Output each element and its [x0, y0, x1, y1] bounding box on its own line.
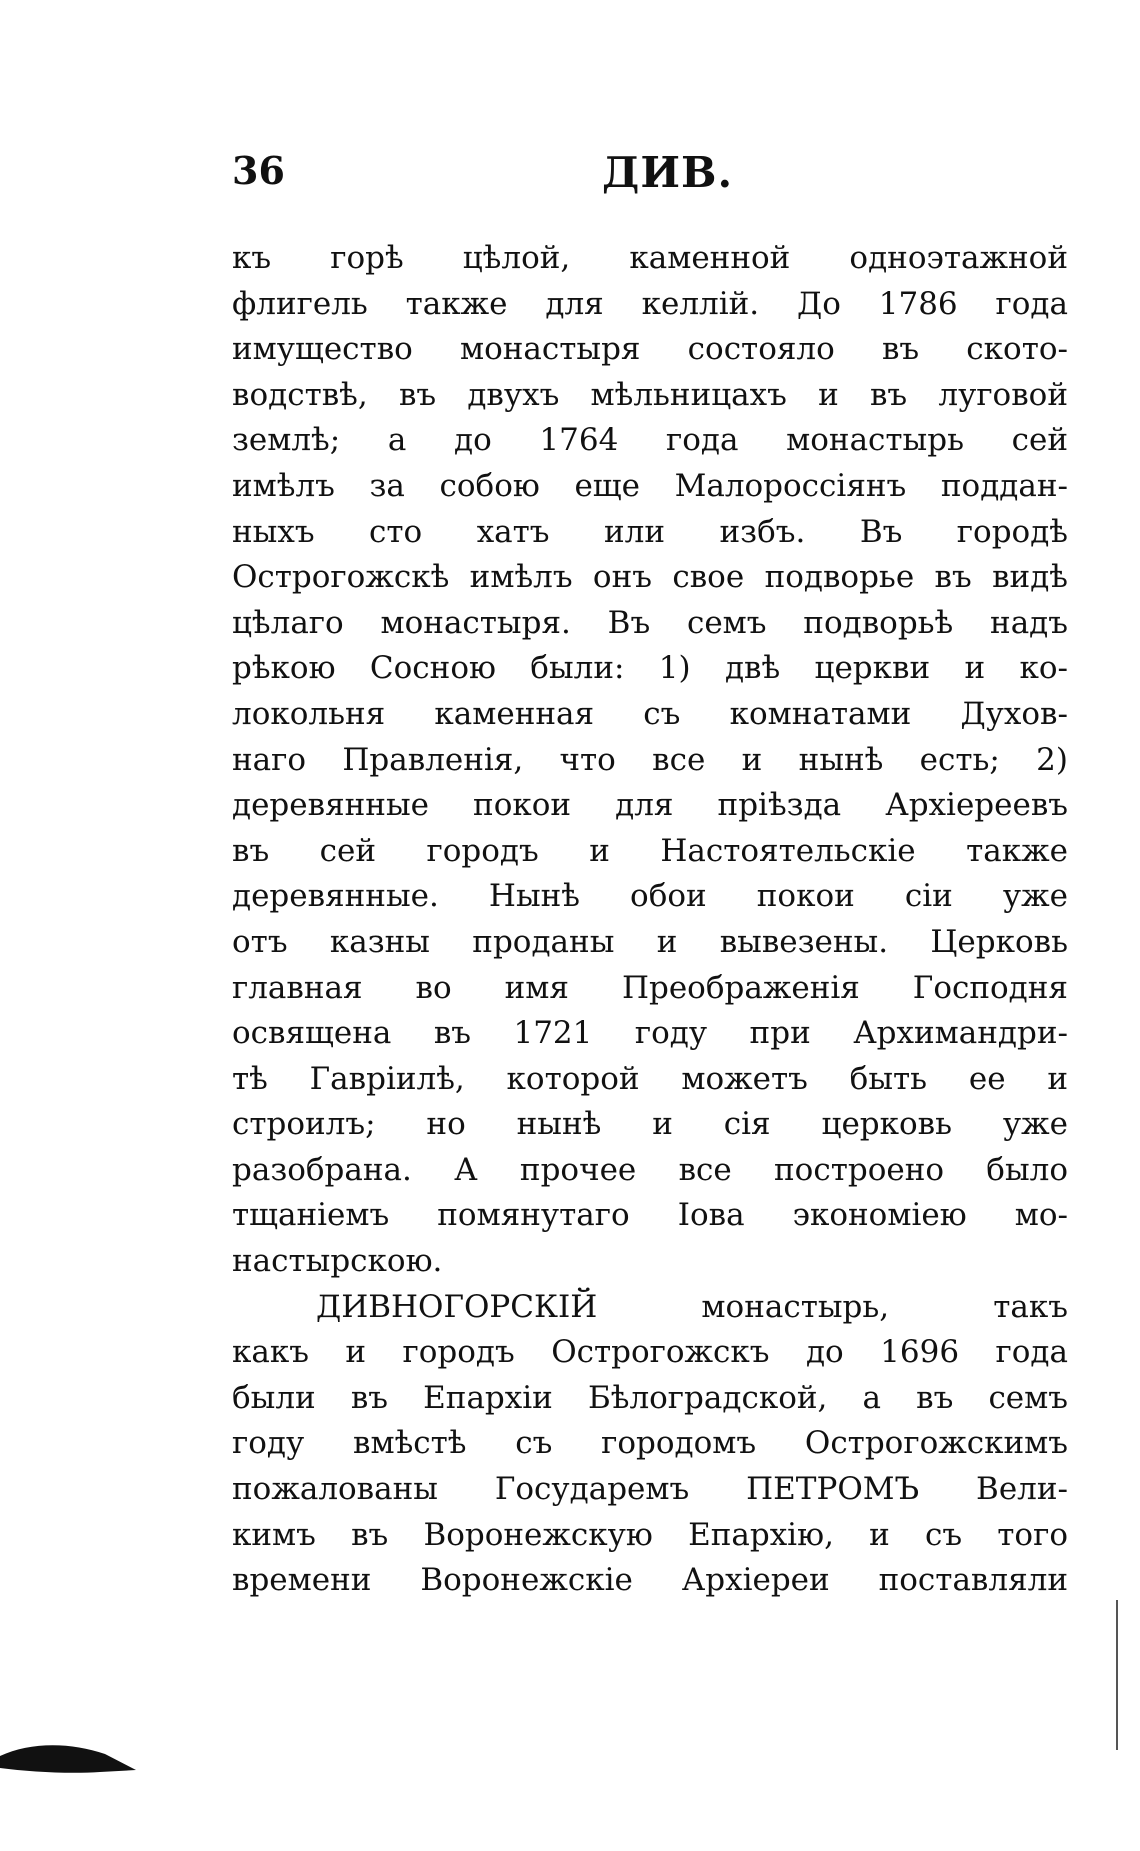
- text-line: освящена въ 1721 году при Архимандри-: [232, 1015, 1068, 1052]
- text-line: времени Воронежскіе Архіереи поставляли: [232, 1562, 1068, 1599]
- text-line: рѣкою Сосною были: 1) двѣ церкви и ко-: [232, 650, 1068, 687]
- page-header: [232, 148, 1072, 208]
- text-line: имѣлъ за собою еще Малороссіянъ поддан-: [232, 467, 1068, 504]
- page-number: 36: [232, 148, 285, 193]
- text-line: землѣ; а до 1764 года монастырь сей: [232, 422, 1068, 459]
- text-line: тщаніемъ помянутаго Іова экономіею мо-: [232, 1197, 1068, 1234]
- text-line: пожалованы Государемъ ПЕТРОМЪ Вели-: [232, 1471, 1068, 1508]
- text-line: деревянные. Нынѣ обои покои сіи уже: [232, 878, 1068, 915]
- text-line: водствѣ, въ двухъ мѣльницахъ и въ луговой: [232, 376, 1068, 413]
- text-line: Острогожскѣ имѣлъ онъ свое подворье въ видѣ: [232, 559, 1068, 596]
- text-line: главная во имя Преображенія Господня: [232, 969, 1068, 1006]
- ink-blot-mark: [0, 1728, 140, 1788]
- text-line: тѣ Гавріилѣ, которой можетъ быть ее и: [232, 1060, 1068, 1097]
- text-line: отъ казны проданы и вывезены. Церковь: [232, 923, 1068, 960]
- text-line: ДИВНОГОРСКІЙ монастырь, такъ: [316, 1288, 1068, 1325]
- text-line: къ горѣ цѣлой, каменной одноэтажной: [232, 240, 1068, 276]
- text-line: цѣлаго монастыря. Въ семъ подворьѣ надъ: [232, 604, 1068, 641]
- text-line: кимъ въ Воронежскую Епархію, и съ того: [232, 1516, 1068, 1553]
- text-line: ныхъ сто хатъ или избъ. Въ городѣ: [232, 513, 1068, 550]
- text-line: настырскою.: [232, 1243, 443, 1280]
- text-line: деревянные покои для пріѣзда Архіереевъ: [232, 787, 1068, 824]
- text-line: флигель также для келлій. До 1786 года: [232, 285, 1068, 322]
- page-edge-line: [1116, 1600, 1118, 1750]
- paragraph-2: [232, 1285, 1068, 1604]
- text-line: строилъ; но нынѣ и сія церковь уже: [232, 1106, 1068, 1143]
- text-line: были въ Епархіи Бѣлоградской, а въ семъ: [232, 1379, 1068, 1416]
- text-line: имущество монастыря состояло въ ското-: [232, 331, 1068, 368]
- paragraph-1: [232, 236, 1068, 1285]
- running-head: ДИВ.: [602, 148, 734, 197]
- text-line: году вмѣстѣ съ городомъ Острогожскимъ: [232, 1425, 1068, 1462]
- text-line: наго Правленія, что все и нынѣ есть; 2): [232, 741, 1068, 778]
- text-line: разобрана. А прочее все построено было: [232, 1151, 1068, 1188]
- text-line: какъ и городъ Острогожскъ до 1696 года: [232, 1334, 1068, 1371]
- body-text: [232, 236, 1068, 1604]
- text-line: локольня каменная съ комнатами Духов-: [232, 695, 1068, 732]
- text-line: въ сей городъ и Настоятельскіе также: [232, 832, 1068, 869]
